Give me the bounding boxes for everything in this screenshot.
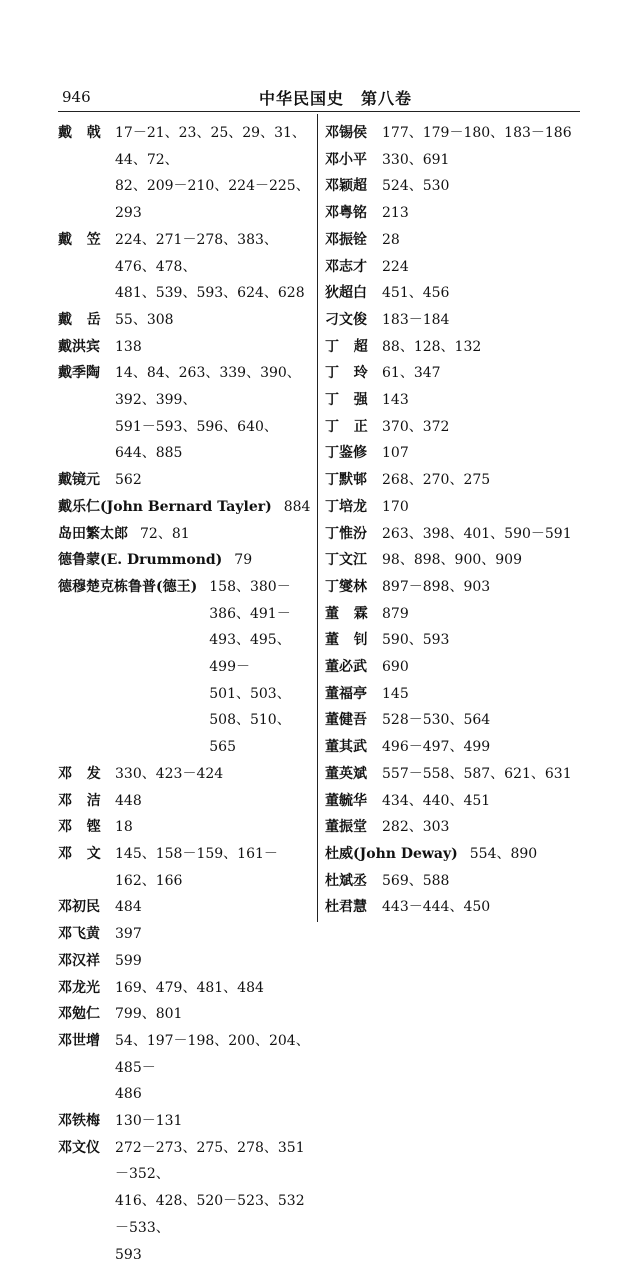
entry-pages: 434、440、451 xyxy=(382,792,491,809)
index-entry xyxy=(325,494,585,521)
entry-name: 杜斌丞 xyxy=(325,872,367,889)
entry-name: 丁玲 xyxy=(325,365,383,382)
entry-pages: 169、479、481、484 xyxy=(115,979,264,996)
entry-name: 邓铿 xyxy=(58,819,116,836)
index-entry xyxy=(58,467,314,494)
index-column-left xyxy=(58,120,314,1268)
entry-pages: 145 xyxy=(382,685,409,702)
entry-pages: 18 xyxy=(115,819,133,836)
index-entry xyxy=(58,521,314,548)
index-entry xyxy=(325,280,585,307)
entry-name: 戴洪宾 xyxy=(58,338,100,355)
index-entry xyxy=(58,975,314,1002)
entry-name: 邓粤铭 xyxy=(325,205,367,222)
entry-name: 丁正 xyxy=(325,418,383,435)
index-entry xyxy=(58,1108,314,1135)
index-entry xyxy=(325,334,585,361)
entry-pages: 61、347 xyxy=(382,365,441,382)
index-entry xyxy=(58,1001,314,1028)
index-column-right xyxy=(325,120,585,921)
entry-name: 邓汉祥 xyxy=(58,952,100,969)
index-entry xyxy=(325,227,585,254)
entry-name: 董钊 xyxy=(325,632,383,649)
index-entry xyxy=(325,627,585,654)
index-entry xyxy=(58,1028,314,1108)
index-entry xyxy=(325,788,585,815)
entry-name: 邓文仪 xyxy=(58,1139,100,1156)
entry-name: 董健吾 xyxy=(325,712,367,729)
entry-name: 邓龙光 xyxy=(58,979,100,996)
entry-name: 邓小平 xyxy=(325,151,367,168)
entry-pages: 183－184 xyxy=(382,311,450,328)
entry-pages: 55、308 xyxy=(115,311,174,328)
entry-name: 丁惟汾 xyxy=(325,525,367,542)
entry-name: 戴戟 xyxy=(58,125,116,141)
entry-name: 董毓华 xyxy=(325,792,367,809)
index-entry xyxy=(58,334,314,361)
entry-pages: 263、398、401、590－591 xyxy=(382,525,572,542)
entry-name: 戴镜元 xyxy=(58,472,100,489)
entry-pages: 170 xyxy=(382,498,409,515)
index-entry xyxy=(325,387,585,414)
entry-pages: 599 xyxy=(115,952,142,969)
entry-name: 戴季陶 xyxy=(58,365,100,382)
entry-pages: 484 xyxy=(115,899,142,916)
entry-pages: 158、380－ 386、491－493、495、499－ 501、503、508、510、565 xyxy=(209,578,291,756)
entry-pages: 88、128、132 xyxy=(382,338,482,355)
index-entry xyxy=(325,681,585,708)
entry-pages: 690 xyxy=(382,659,409,676)
index-entry xyxy=(325,707,585,734)
entry-name: 戴岳 xyxy=(58,311,116,328)
entry-pages: 897－898、903 xyxy=(382,578,491,595)
entry-name: 邓铁梅 xyxy=(58,1113,100,1130)
index-entry xyxy=(325,467,585,494)
entry-name: 丁鉴修 xyxy=(325,445,367,462)
index-entry xyxy=(58,494,314,521)
entry-pages: 443－444、450 xyxy=(382,899,491,916)
entry-pages: 370、372 xyxy=(382,418,450,435)
entry-pages: 557－558、587、621、631 xyxy=(382,765,572,782)
entry-name: 邓世增 xyxy=(58,1032,100,1049)
index-entry xyxy=(325,173,585,200)
entry-pages: 14、84、263、339、390、392、399、 591－593、596、640、644、885 xyxy=(115,365,301,462)
entry-name: 丁文江 xyxy=(325,552,367,569)
entry-pages: 107 xyxy=(382,445,409,462)
index-entry xyxy=(325,360,585,387)
entry-pages: 272－273、275、278、351－352、 416、428、520－523、532－533、 593 xyxy=(115,1139,305,1263)
column-divider xyxy=(317,114,318,922)
entry-pages: 54、197－198、200、204、485－ 486 xyxy=(115,1032,310,1103)
entry-name: 邓文 xyxy=(58,845,116,862)
entry-name: 戴乐仁(John Bernard Tayler) xyxy=(58,498,272,515)
index-entry xyxy=(325,734,585,761)
index-entry xyxy=(58,227,314,307)
entry-name: 邓振铨 xyxy=(325,231,367,248)
entry-name: 丁燮林 xyxy=(325,578,367,595)
entry-pages: 224 xyxy=(382,258,409,275)
index-entry xyxy=(325,414,585,441)
entry-pages: 130－131 xyxy=(115,1113,183,1130)
index-entry xyxy=(58,894,314,921)
index-entry xyxy=(325,654,585,681)
index-entry xyxy=(325,601,585,628)
page-number: 946 xyxy=(62,88,91,106)
header-rule xyxy=(58,111,580,112)
entry-pages: 28 xyxy=(382,231,400,248)
entry-name: 岛田繁太郎 xyxy=(58,525,128,542)
entry-name: 邓初民 xyxy=(58,899,100,916)
entry-name: 董福亭 xyxy=(325,685,367,702)
index-entry xyxy=(58,841,314,894)
entry-name: 邓锡侯 xyxy=(325,125,367,141)
entry-pages: 224、271－278、383、476、478、 481、539、593、624、628 xyxy=(115,231,305,302)
entry-pages: 98、898、900、909 xyxy=(382,552,522,569)
entry-name: 邓志才 xyxy=(325,258,367,275)
entry-name: 丁培龙 xyxy=(325,498,367,515)
index-entry xyxy=(58,360,314,467)
index-entry xyxy=(58,948,314,975)
entry-pages: 177、179－180、183－186 xyxy=(382,125,572,141)
entry-name: 邓发 xyxy=(58,765,116,782)
entry-name: 刁文俊 xyxy=(325,311,367,328)
index-entry xyxy=(58,921,314,948)
running-title: 中华民国史 第八卷 xyxy=(259,89,413,108)
index-entry xyxy=(325,147,585,174)
entry-pages: 138 xyxy=(115,338,142,355)
index-entry xyxy=(58,761,314,788)
entry-name: 董振堂 xyxy=(325,819,367,836)
index-entry xyxy=(325,841,585,868)
entry-pages: 799、801 xyxy=(115,1006,183,1023)
entry-pages: 17－21、23、25、29、31、44、72、 82、209－210、224－225、293 xyxy=(115,125,310,222)
index-entry xyxy=(58,307,314,334)
index-entry xyxy=(325,814,585,841)
index-entry xyxy=(58,547,314,574)
index-entry xyxy=(325,547,585,574)
entry-name: 杜威(John Deway) xyxy=(325,845,458,862)
entry-name: 董英斌 xyxy=(325,765,367,782)
index-entry xyxy=(325,868,585,895)
entry-name: 邓洁 xyxy=(58,792,116,809)
entry-pages: 268、270、275 xyxy=(382,472,491,489)
index-entry xyxy=(58,120,314,227)
entry-name: 董其武 xyxy=(325,739,367,756)
entry-pages: 524、530 xyxy=(382,178,450,195)
entry-name: 德鲁蒙(E. Drummond) xyxy=(58,552,223,569)
index-entry xyxy=(58,1135,314,1268)
entry-pages: 590、593 xyxy=(382,632,450,649)
entry-pages: 330、691 xyxy=(382,151,450,168)
entry-pages: 562 xyxy=(115,472,142,489)
index-entry xyxy=(325,574,585,601)
entry-name: 邓颖超 xyxy=(325,178,367,195)
entry-name: 邓勉仁 xyxy=(58,1006,100,1023)
entry-name: 董必武 xyxy=(325,659,367,676)
entry-name: 丁默邨 xyxy=(325,472,367,489)
index-entry xyxy=(58,788,314,815)
entry-pages: 79 xyxy=(234,552,253,569)
index-entry xyxy=(325,120,585,147)
page-header xyxy=(0,0,644,112)
index-entry xyxy=(58,574,314,761)
entry-name: 邓飞黄 xyxy=(58,926,100,943)
index-entry xyxy=(325,894,585,921)
entry-pages: 884 xyxy=(283,498,311,515)
entry-pages: 397 xyxy=(115,926,142,943)
entry-pages: 554、890 xyxy=(469,845,538,862)
entry-name: 德穆楚克栋鲁普(德王) xyxy=(58,578,198,595)
index-entry xyxy=(325,200,585,227)
entry-name: 丁强 xyxy=(325,392,383,409)
entry-name: 戴笠 xyxy=(58,231,116,248)
entry-pages: 496－497、499 xyxy=(382,739,491,756)
entry-pages: 145、158－159、161－162、166 xyxy=(115,845,278,889)
entry-pages: 213 xyxy=(382,205,409,222)
index-entry xyxy=(325,254,585,281)
entry-pages: 143 xyxy=(382,392,409,409)
index-entry xyxy=(325,307,585,334)
index-entry xyxy=(325,521,585,548)
entry-pages: 448 xyxy=(115,792,142,809)
entry-name: 董霖 xyxy=(325,605,383,622)
index-entry xyxy=(325,761,585,788)
entry-pages: 282、303 xyxy=(382,819,450,836)
entry-pages: 72、81 xyxy=(140,525,190,542)
entry-name: 丁超 xyxy=(325,338,383,355)
entry-pages: 569、588 xyxy=(382,872,450,889)
index-entry xyxy=(325,440,585,467)
entry-pages: 451、456 xyxy=(382,285,450,302)
entry-name: 杜君慧 xyxy=(325,899,367,916)
index-entry xyxy=(58,814,314,841)
entry-pages: 330、423－424 xyxy=(115,765,224,782)
entry-name: 狄超白 xyxy=(325,285,367,302)
entry-pages: 879 xyxy=(382,605,409,622)
entry-pages: 528－530、564 xyxy=(382,712,491,729)
